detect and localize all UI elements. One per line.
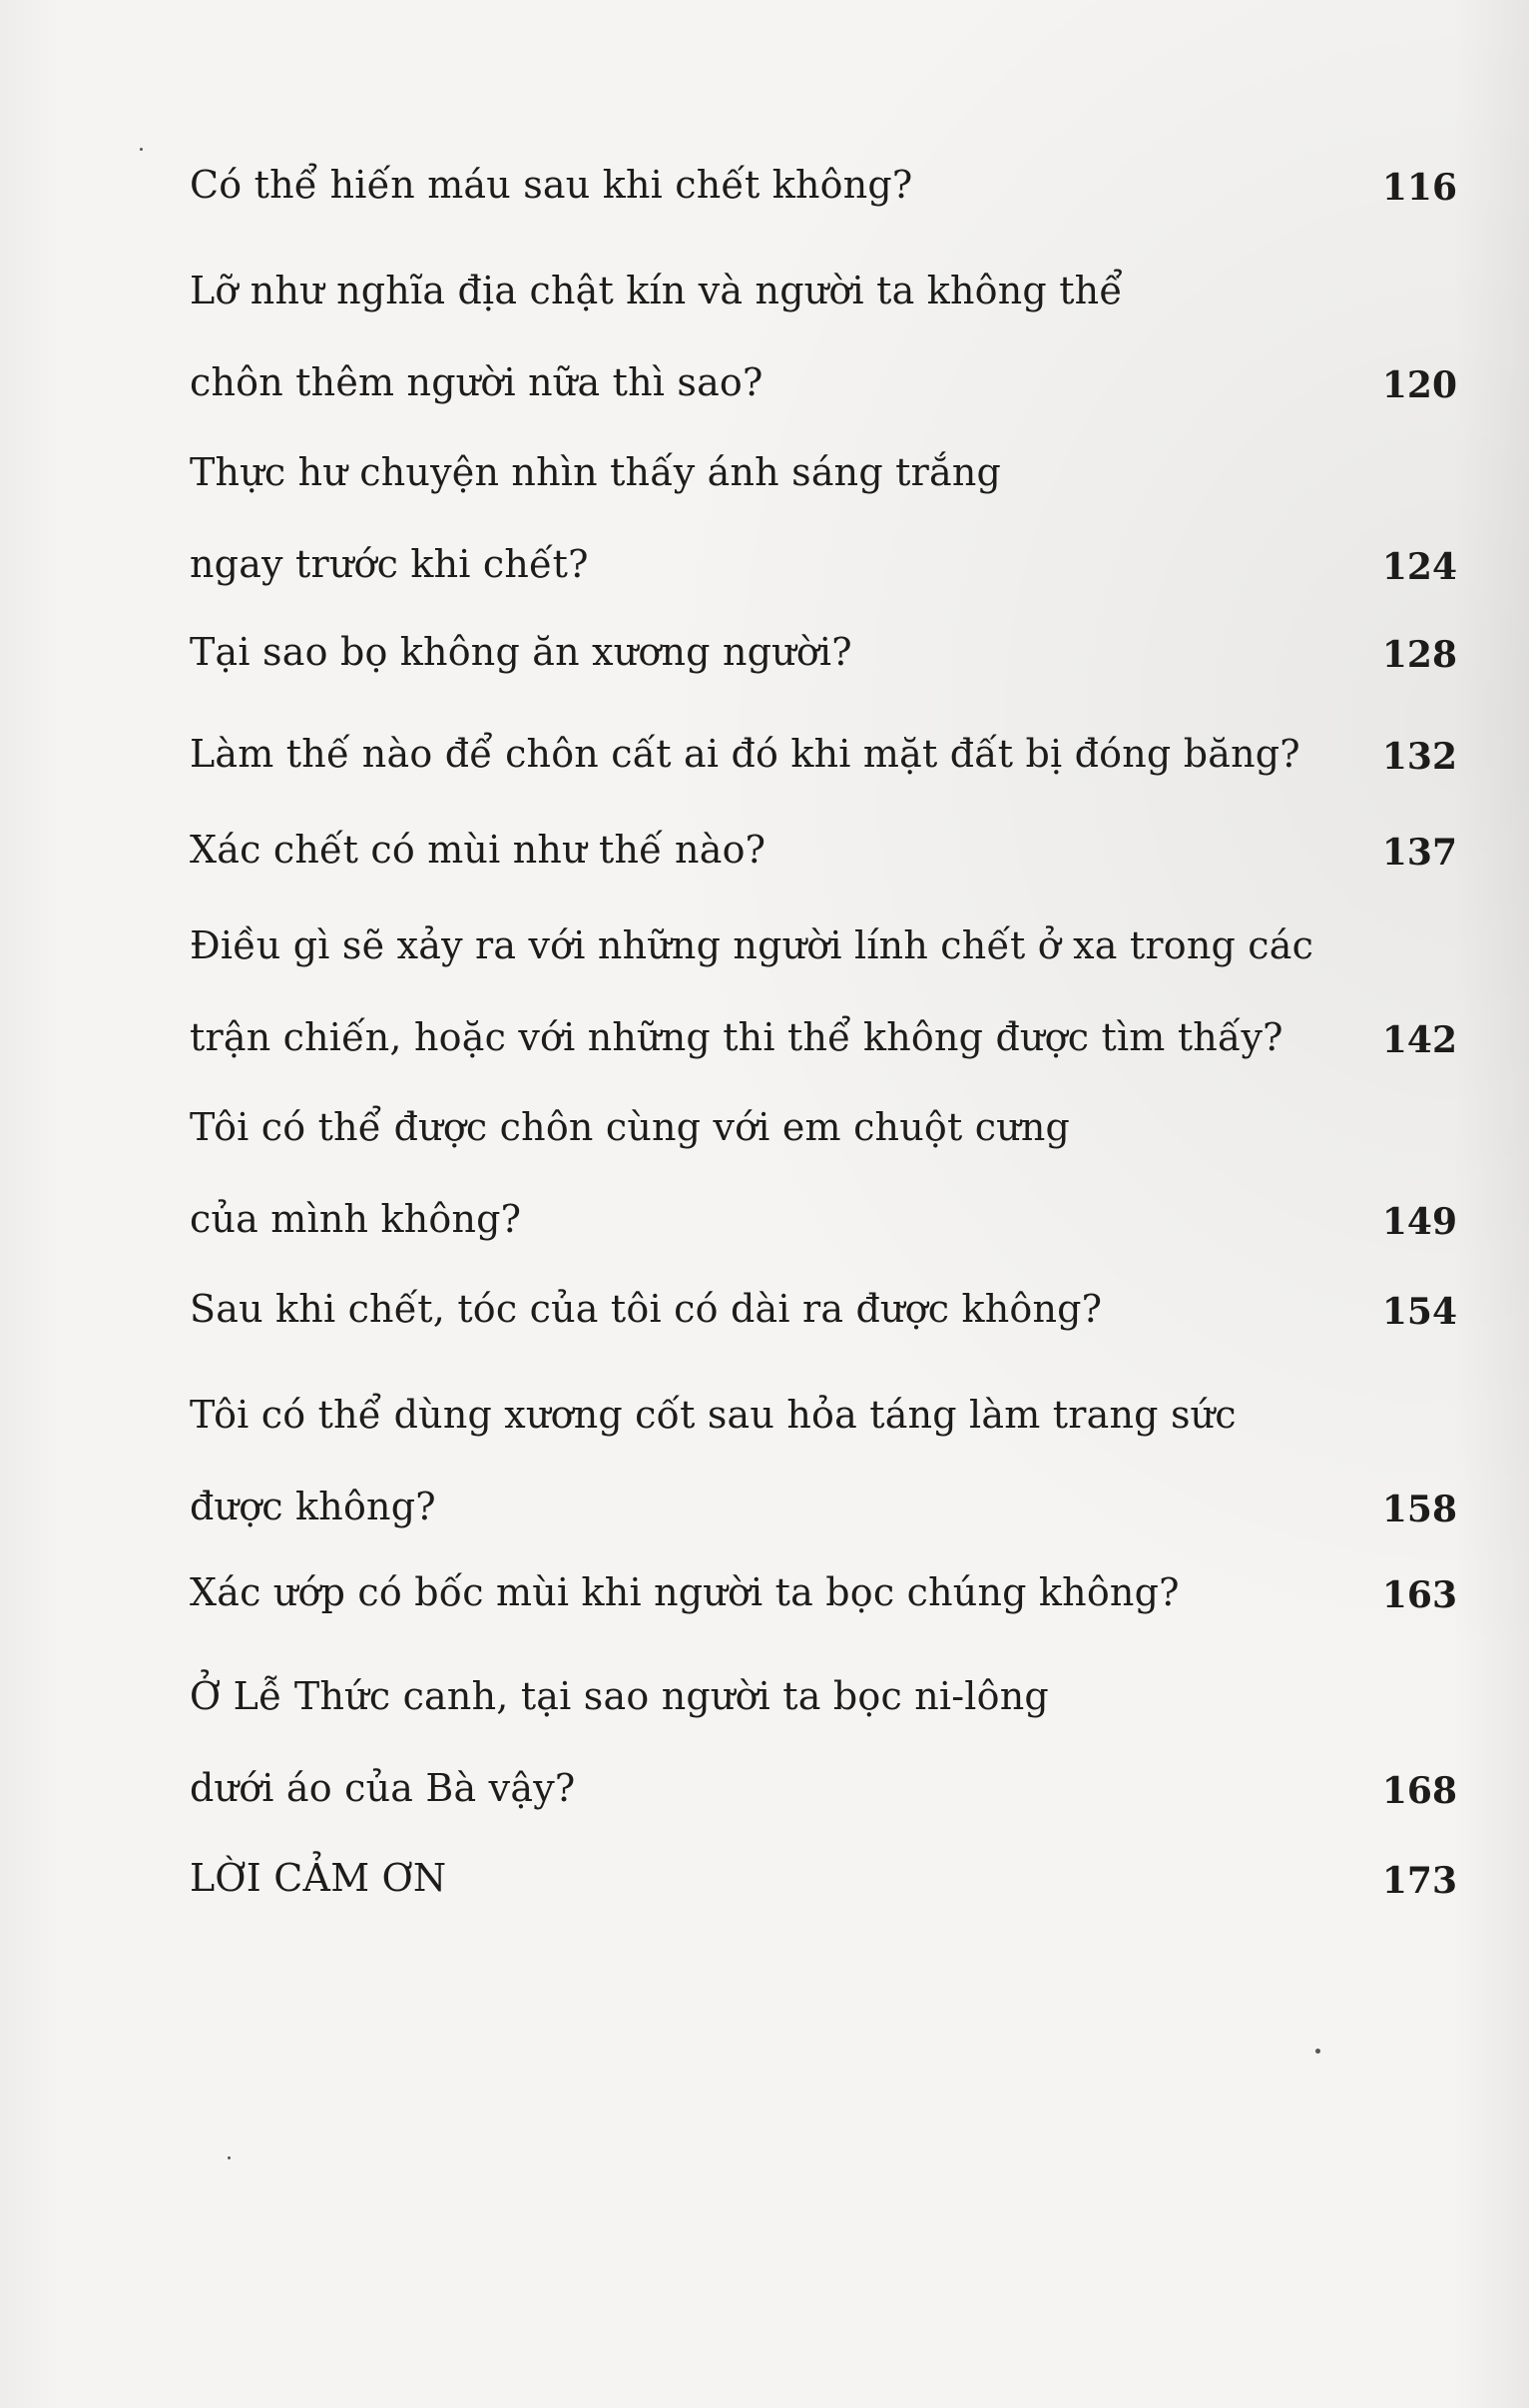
- toc-page-number: 168: [1381, 1770, 1457, 1812]
- toc-page-number: 158: [1381, 1489, 1457, 1530]
- toc-page-number: 154: [1381, 1291, 1457, 1333]
- toc-entry-title: Tôi có thể được chôn cùng với em chuột cưng: [190, 1105, 1071, 1149]
- toc-page-number: 142: [1381, 1019, 1457, 1061]
- toc-entry: [190, 417, 1457, 601]
- toc-page-number: 149: [1381, 1201, 1457, 1243]
- toc-entry-title: được không?: [190, 1485, 436, 1528]
- toc-entry-title: Xác ướp có bốc mùi khi người ta bọc chúng không?: [190, 1570, 1180, 1614]
- toc-entry-title: Lỡ như nghĩa địa chật kín và người ta không thể: [190, 269, 1123, 312]
- toc-page-number: 120: [1381, 364, 1457, 406]
- toc-page-number: 173: [1381, 1860, 1457, 1902]
- toc-entry: [190, 597, 1457, 689]
- toc-entry-title: trận chiến, hoặc với những thi thể không được tìm thấy?: [190, 1015, 1283, 1059]
- toc-entry: [190, 1641, 1457, 1825]
- toc-entry: [190, 795, 1457, 887]
- toc-entry-title: Tại sao bọ không ăn xương người?: [190, 630, 852, 674]
- toc-entry: [190, 699, 1457, 791]
- toc-entry: [190, 1254, 1457, 1346]
- toc-entry-title: Làm thế nào để chôn cất ai đó khi mặt đất bị đóng băng?: [190, 732, 1300, 776]
- toc-entry-title: ngay trước khi chết?: [190, 542, 589, 586]
- toc-entry: [190, 1072, 1457, 1256]
- toc-page-number: 124: [1381, 546, 1457, 588]
- toc-entry: [190, 1823, 1457, 1915]
- toc-page-number: 116: [1381, 167, 1457, 209]
- toc-page-number: 132: [1381, 736, 1457, 778]
- toc-entry-title: Thực hư chuyện nhìn thấy ánh sáng trắng: [190, 450, 1002, 494]
- toc-entry: [190, 1360, 1457, 1543]
- toc-entry-title: của mình không?: [190, 1197, 522, 1241]
- toc-entry-title: Ở Lễ Thức canh, tại sao người ta bọc ni-lông: [190, 1674, 1049, 1718]
- toc-page-number: 137: [1381, 832, 1457, 874]
- toc-entry-title: Có thể hiến máu sau khi chết không?: [190, 163, 913, 207]
- toc-entry: [190, 130, 1457, 222]
- toc-entry-title: Tôi có thể dùng xương cốt sau hỏa táng làm trang sức: [190, 1393, 1237, 1437]
- toc-entry: [190, 1537, 1457, 1629]
- toc-page-number: 128: [1381, 634, 1457, 676]
- toc-entry-title: Điều gì sẽ xảy ra với những người lính chết ở xa trong các: [190, 923, 1314, 967]
- toc-entry-title: Sau khi chết, tóc của tôi có dài ra được không?: [190, 1287, 1103, 1331]
- toc-entry-title: chôn thêm người nữa thì sao?: [190, 360, 764, 404]
- toc-entry-title: LỜI CẢM ƠN: [190, 1856, 447, 1900]
- toc-entry-title: Xác chết có mùi như thế nào?: [190, 828, 766, 872]
- toc-page-number: 163: [1381, 1574, 1457, 1616]
- toc-entry: [190, 236, 1457, 419]
- toc-entry: [190, 891, 1457, 1074]
- toc-entry-title: dưới áo của Bà vậy?: [190, 1766, 576, 1810]
